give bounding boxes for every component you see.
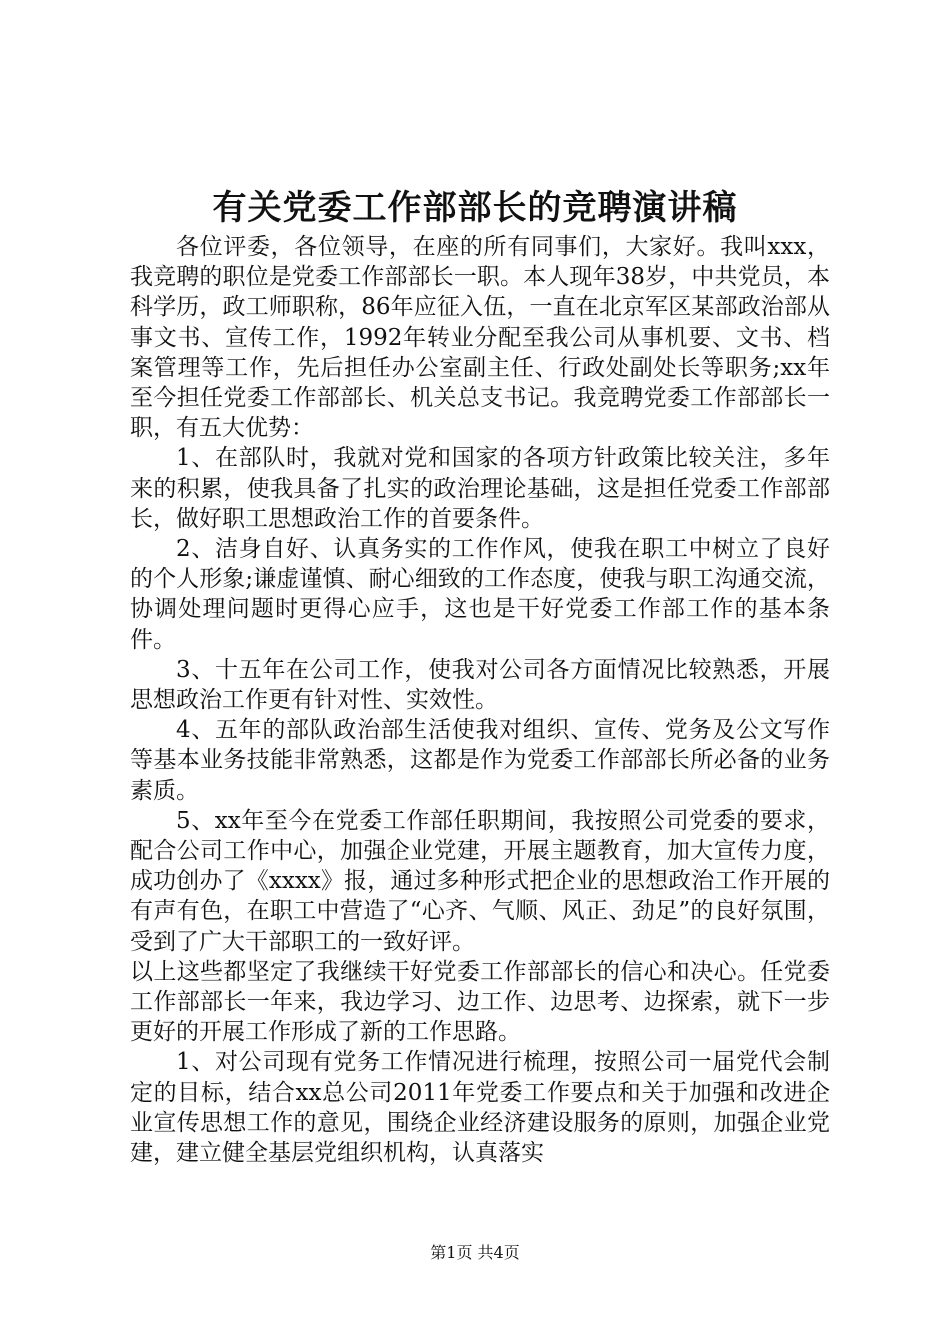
paragraph-summary: 以上这些都坚定了我继续干好党委工作部部长的信心和决心。任党委工作部部长一年来，我边学习、边工作、边思考、边探索，就下一步更好的开展工作形成了新的工作思路。 bbox=[130, 958, 830, 1046]
paragraph-intro: 各位评委，各位领导，在座的所有同事们，大家好。我叫xxx，我竞聘的职位是党委工作部部长一职。本人现年38岁，中共党员，本科学历，政工师职称，86年应征入伍，一直在北京军区某部政治部从事文书、宣传工作，1992年转业分配至我公司从事机要、文书、档案管理等工作，先后担任办公室副主任、行政处副处长等职务;xx年至今担任党委工作部部长、机关总支书记。我竞聘党委工作部部长一职，有五大优势： bbox=[130, 234, 830, 442]
paragraph-advantage-1: 1、在部队时，我就对党和国家的各项方针政策比较关注，多年来的积累，使我具备了扎实的政治理论基础，这是担任党委工作部部长，做好职工思想政治工作的首要条件。 bbox=[130, 445, 830, 532]
paragraph-advantage-2: 2、洁身自好、认真务实的工作作风，使我在职工中树立了良好的个人形象;谦虚谨慎、耐心细致的工作态度，使我与职工沟通交流，协调处理问题时更得心应手，这也是干好党委工作部工作的基本条件。 bbox=[130, 536, 830, 653]
document-title: 有关党委工作部部长的竞聘演讲稿 bbox=[212, 188, 738, 228]
paragraph-advantage-3: 3、十五年在公司工作，使我对公司各方面情况比较熟悉，开展思想政治工作更有针对性、实效性。 bbox=[130, 656, 830, 714]
paragraph-advantage-5: 5、xx年至今在党委工作部任职期间，我按照公司党委的要求，配合公司工作中心，加强企业党建，开展主题教育，加大宣传力度，成功创办了《xxxx》报，通过多种形式把企业的思想政治工作开展的有声有色，在职工中营造了“心齐、气顺、风正、劲足”的良好氛围，受到了广大干部职工的一致好评。 bbox=[130, 807, 830, 955]
document-body bbox=[130, 232, 830, 1168]
paragraph-plan-1: 1、对公司现有党务工作情况进行梳理，按照公司一届党代会制定的目标，结合xx总公司2011年党委工作要点和关于加强和改进企业宣传思想工作的意见，围绕企业经济建设服务的原则，加强企业党建，建立健全基层党组织机构，认真落实 bbox=[130, 1049, 830, 1167]
page-footer: 第1页 共4页 bbox=[430, 1243, 520, 1262]
paragraph-advantage-4: 4、五年的部队政治部生活使我对组织、宣传、党务及公文写作等基本业务技能非常熟悉，这都是作为党委工作部部长所必备的业务素质。 bbox=[130, 717, 830, 804]
